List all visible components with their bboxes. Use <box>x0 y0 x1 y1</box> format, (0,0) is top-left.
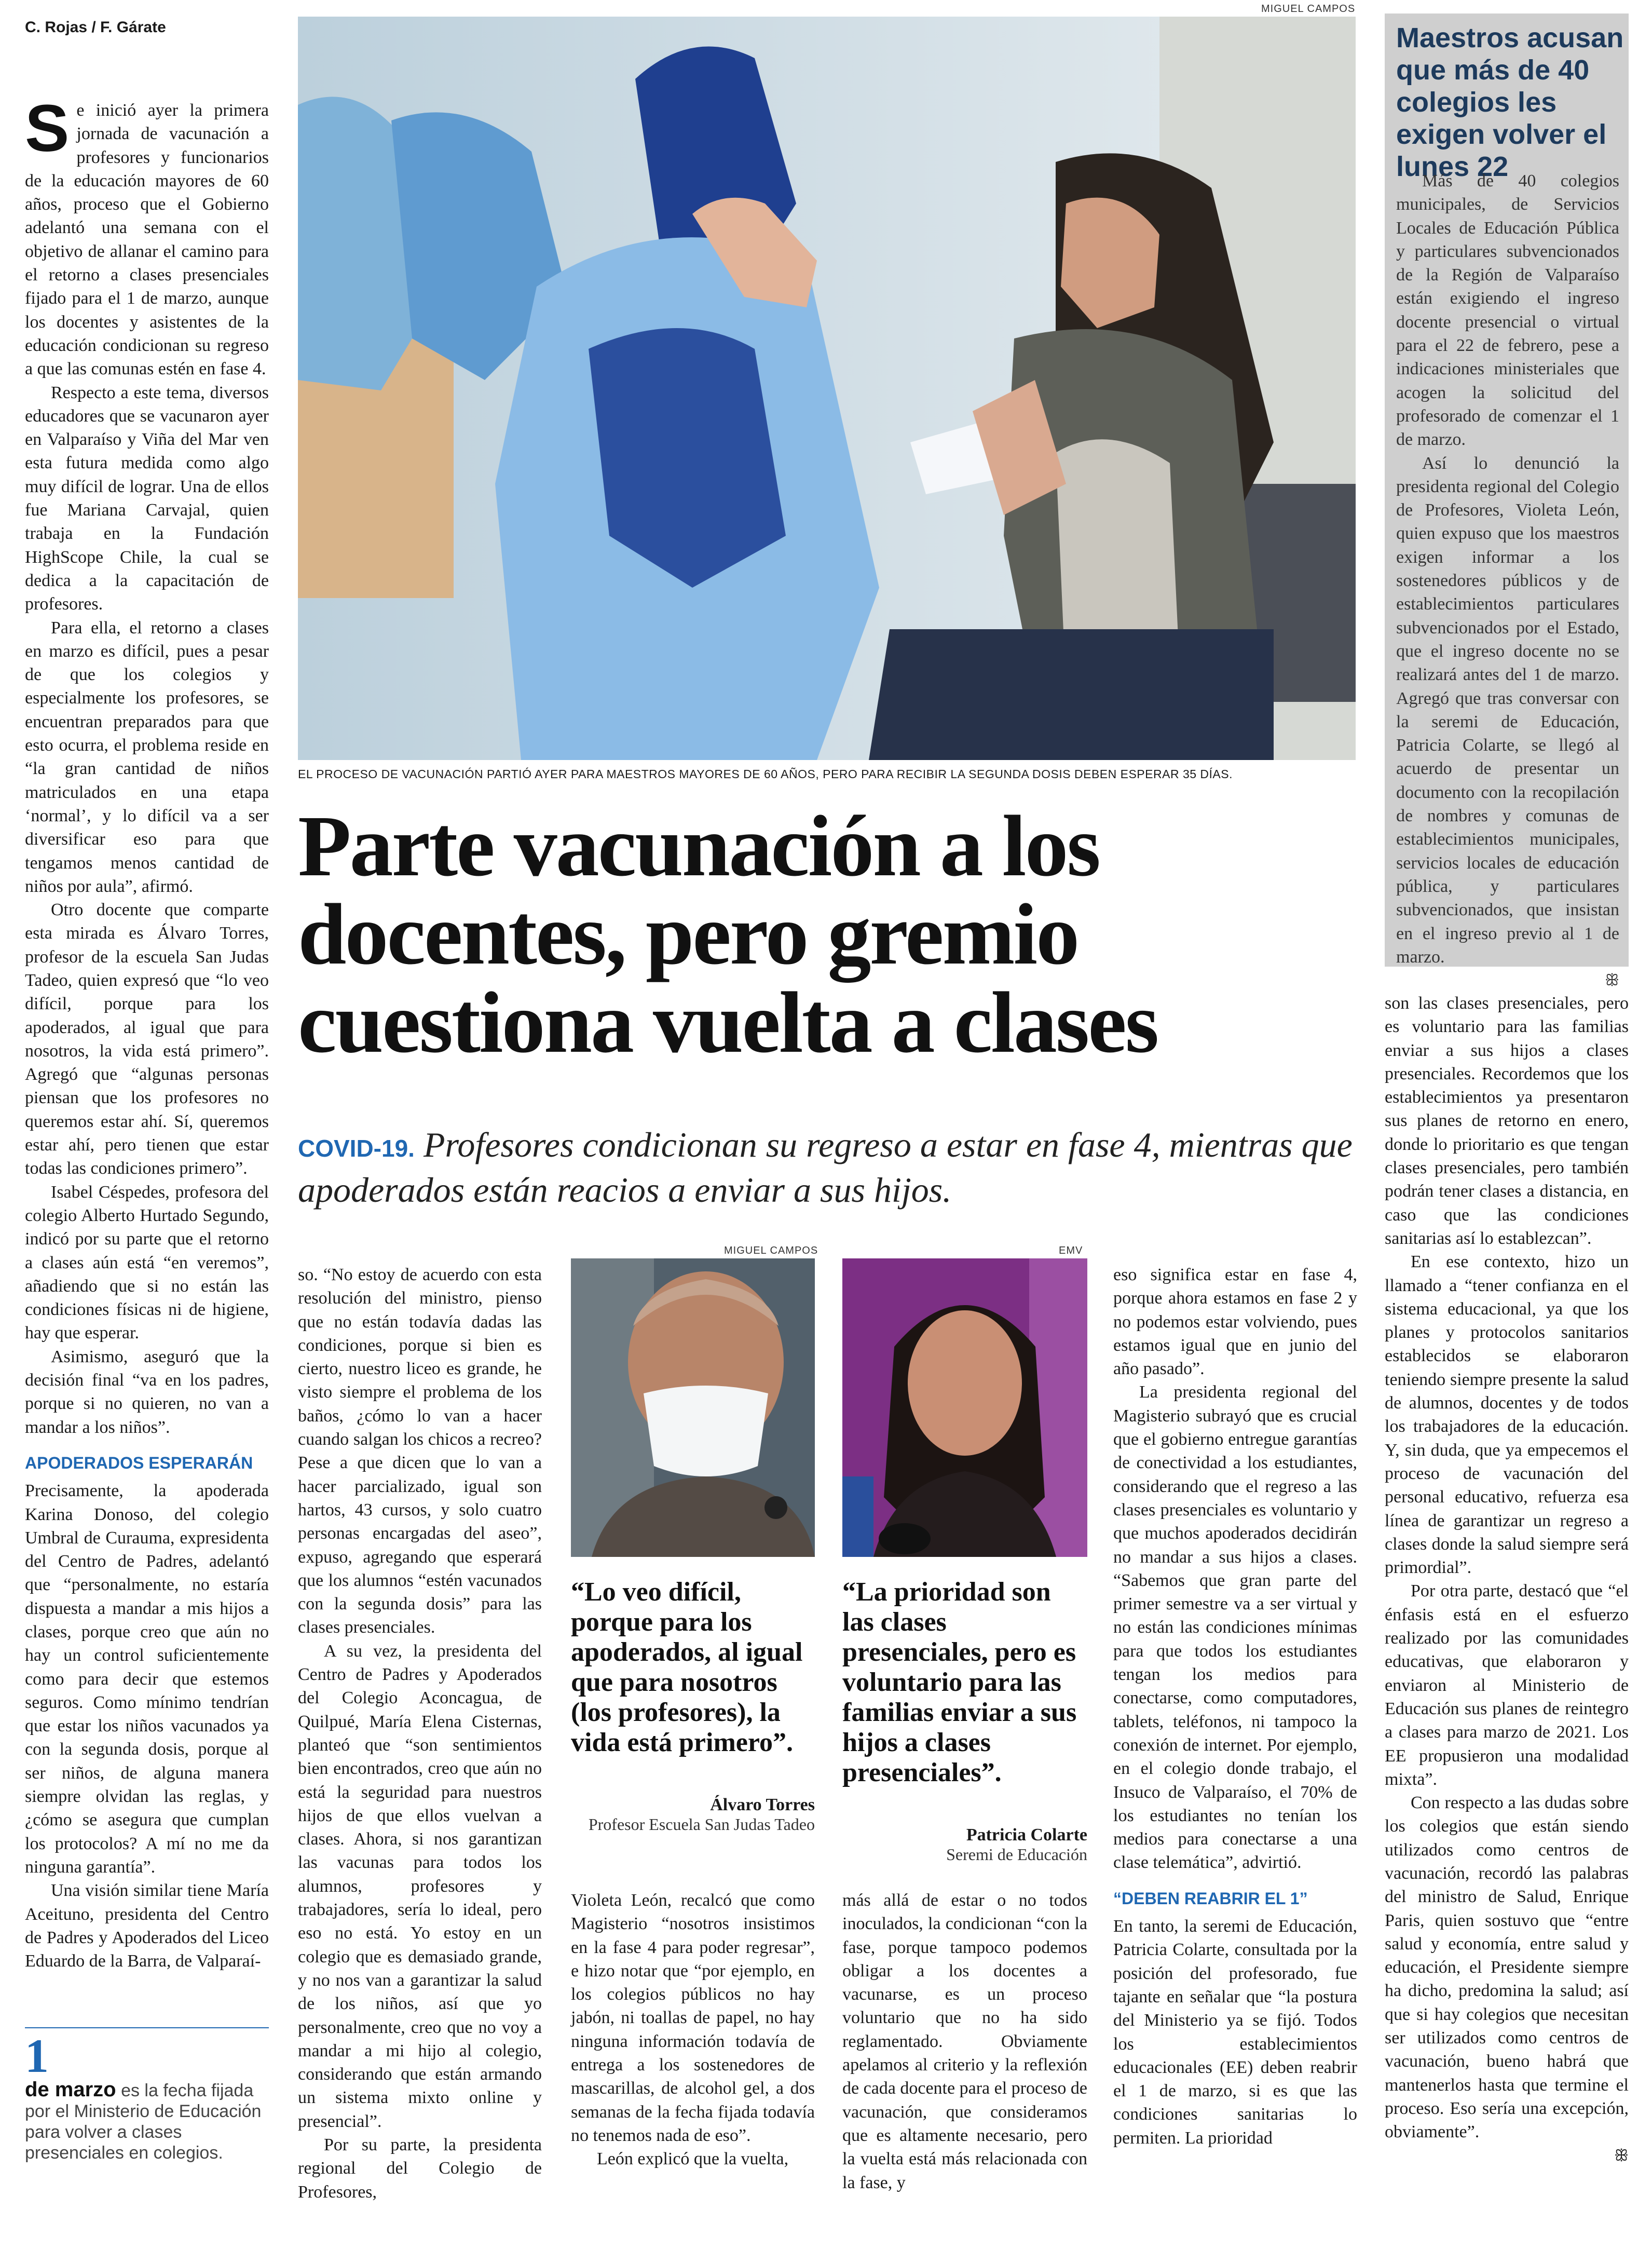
paragraph: Isabel Céspedes, profesora del colegio Alberto Hurtado Segundo, indicó por su parte que el retorno a clases aún está “en veremos”, añadiendo que si no están las condiciones físicas ni de higiene, hay que esperar. <box>25 1182 269 1343</box>
deck <box>298 1124 1367 1211</box>
paragraph: Una visión similar tiene María Aceituno, presidenta del Centro de Padres y Apoderados del Liceo Eduardo de la Barra, de Valparaí- <box>25 1881 269 1971</box>
sidebar-body <box>1396 169 1619 992</box>
quote-name: Patricia Colarte <box>966 1825 1087 1845</box>
quote-role: Seremi de Educación <box>946 1845 1087 1864</box>
paragraph: Precisamente, la apoderada Karina Donoso, del colegio Umbral de Curauma, expresidenta del Centro de Padres, adelantó que “personalmente, no estaría dispuesta a mandar a mis hijos a clases, porque creo que aún no hay un control suficientemente como para decir que estemos seguros. Como mínimo tendrían que estar los niños vacunados ya con la segunda dosis, porque al ser niños, de alguna manera siempre olvidan las reglas, y ¿cómo se asegura que cumplan los protocolos? A mí no me da ninguna garantía”. <box>25 1481 269 1877</box>
paragraph: León explicó que la vuelta, <box>597 2149 789 2169</box>
quote-text: “La prioridad son las clases presenciales, pero es voluntario para las familias enviar a sus hijos a clases presenciales”. <box>842 1577 1077 1787</box>
paragraph: En tanto, la seremi de Educación, Patricia Colarte, consultada por la posición del profesorado, fue tajante en señalar que “la postura del Ministerio ya se fijó. Todos los establecimientos educacionales (EE) deben reabrir el 1 de marzo, si es que las condiciones sanitarias lo permiten. La prioridad <box>1113 1917 1357 2148</box>
paragraph: Violeta León, recalcó que como Magisterio “nosotros insistimos en la fase 4 para poder regresar”, e hizo notar que “por ejemplo, en los colegios públicos no hay jabón, ni toallas de papel, no hay ninguna información todavía de entrega a los sostenedores de mascarillas, de alcohol gel, a dos semanas de la fecha fijada todavía no tenemos nada de eso”. <box>571 1891 815 2145</box>
subhead-reabrir: “DEBEN REABRIR EL 1” <box>1113 1889 1308 1908</box>
quote-block-1 <box>571 1577 815 1834</box>
paragraph: La presidenta regional del Magisterio subrayó que es crucial que el gobierno entregue garantías de conectividad a los estudiantes, considerando que el regreso a las clases presenciales es voluntario y que muchos apoderados decidirán no mandar a sus hijos a clases. “Sabemos que gran parte del primer semestre va a ser virtual y no están las condiciones mínimas para que todos los estudiantes tengan los medios para conectarse, como computadores, tablets, teléfonos, ni tampoco la conexión de internet. Por ejemplo, en el colegio donde trabajo, el Insuco de Valparaíso, el 70% de los estudiantes no tenían los medios para conectarse a una clase telemática”, advirtió. <box>1113 1382 1357 1873</box>
portrait-torres <box>571 1258 815 1557</box>
column-4 <box>842 1889 1087 2194</box>
portrait-colarte <box>842 1258 1087 1557</box>
photo-credit: MIGUEL CAMPOS <box>1261 3 1356 15</box>
paragraph: Más de 40 colegios municipales, de Servicios Locales de Educación Pública y particulares subvencionados de la Región de Valparaíso están exigiendo el ingreso docente presencial o virtual para el 22 de febrero, pese a indicaciones ministeriales que acogen la solicitud del profesorado de comenzar el 1 de marzo. <box>1396 171 1619 450</box>
paragraph: Por otra parte, destacó que “el énfasis está en el esfuerzo realizado por las comunidades educativas, que elaboraron y enviaron al Ministerio de Educación sus planes de reintegro a clases para marzo de 2021. Los EE propusieron una modalidad mixta”. <box>1385 1581 1629 1789</box>
column-5 <box>1113 1263 1357 2150</box>
paragraph: más allá de estar o no todos inoculados, la condicionan “con la fase, porque tampoco podemos obligar a los docentes a vacunarse, es un proceso voluntario que no ha sido reglamentado. Obviamente apelamos al criterio y la reflexión de cada docente para el proceso de vacunación, que consideramos que es altamente necesario, pero la vuelta está más relacionada con la fase, y <box>842 1891 1087 2192</box>
paragraph: eso significa estar en fase 4, porque ahora estamos en fase 2 y no podemos estar volviendo, pues estamos igual que en junio del año pasado”. <box>1113 1265 1357 1379</box>
vaccination-photo-illustration <box>298 17 1356 760</box>
paragraph: Así lo denunció la presidenta regional del Colegio de Profesores, Violeta León, quien expuso que los maestros exigen informar a los sostenedores públicos y de establecimientos particulares subvencionados por el Estado, que el ingreso docente no se realizará antes del 1 de marzo. Agregó que tras conversar con la seremi de Educación, Patricia Colarte, se llegó al acuerdo de presentar un documento con la recopilación de nombres y comunas de establecimientos municipales, servicios locales de educación pública, y particulares subvencionados, que insistan en el ingreso previo al 1 de marzo. <box>1396 453 1619 967</box>
fact-bold: de marzo <box>25 2078 116 2101</box>
paragraph: so. “No estoy de acuerdo con esta resolución del ministro, pienso que no están todavía dadas las condiciones, porque si bien es cierto, nuestro liceo es grande, he visto siempre el problema de los baños, ¿cómo lo van a hacer cuando salgan los chicos a recreo? Pese a que dicen que lo van a hacer parcializado, igual son hartos, 43 cursos, y solo cuatro personas encargadas del aseo”, expuso, agregando que esperará que los alumnos “estén vacunados con la segunda dosis” para las clases presenciales. <box>298 1265 542 1637</box>
main-photo <box>298 17 1356 760</box>
quote-name: Álvaro Torres <box>710 1795 815 1814</box>
column-1 <box>25 91 269 1973</box>
fact-desc: es la fecha fijada por el Ministerio de Educación para volver a clases presenciales en colegios. <box>25 2081 262 2163</box>
fact-number: 1 <box>25 2029 49 2082</box>
end-mark-icon: ꕥ <box>1614 2147 1629 2164</box>
paragraph: Asimismo, aseguró que la decisión final “va en los padres, porque si no quieren, no van a mandar a los niños”. <box>25 1347 269 1437</box>
paragraph: En ese contexto, hizo un llamado a “tener confianza en el sistema educacional, ya que los planes y protocolos sanitarios establecidos se elaboraron teniendo siempre presente la salud de alumnos, docentes y de todos los trabajadores de la educación. Y, sin duda, que ya empecemos el proceso de vacunación del personal educativo, refuerza esa línea de garantizar un regreso a clases donde la salud siempre será primordial”. <box>1385 1252 1629 1578</box>
quote-text: “Lo veo difícil, porque para los apoderados, al igual que para nosotros (los profesores), la vida está primero”. <box>571 1577 803 1757</box>
paragraph: son las clases presenciales, pero es voluntario para las familias enviar a sus hijos a clases presenciales. Recordemos que los establecimientos ya presentaron sus planes de retorno en enero, donde lo prioritario es que tengan clases presenciales, pero también podrán tener clases a distancia, en caso que las condiciones sanitarias así lo establezcan”. <box>1385 994 1629 1248</box>
fact-rule <box>25 2027 269 2029</box>
byline: C. Rojas / F. Gárate <box>25 19 166 36</box>
quote-block-2 <box>842 1577 1087 1864</box>
column-3 <box>571 1889 815 2171</box>
paragraph: Otro docente que comparte esta mirada es Álvaro Torres, profesor de la escuela San Judas Tadeo, quien expresó que “lo veo difícil, porque para los apoderados, al igual que para nosotros, la vida está primero”. Agregó que “algunas personas piensan que los profesores no queremos estar ahí. Sí, queremos estar ahí, pero tienen que estar todas las condiciones primero”. <box>25 900 269 1178</box>
dropcap: S <box>25 91 70 166</box>
photo-caption: EL PROCESO DE VACUNACIÓN PARTIÓ AYER PARA MAESTROS MAYORES DE 60 AÑOS, PERO PARA RECIBIR LA SEGUNDA DOSIS DEBEN ESPERAR 35 DÍAS. <box>298 767 1233 781</box>
fact-text <box>25 2079 269 2163</box>
subhead-apoderados: APODERADOS ESPERARÁN <box>25 1453 253 1472</box>
photo-credit: EMV <box>1059 1245 1083 1256</box>
quote-role: Profesor Escuela San Judas Tadeo <box>588 1815 815 1834</box>
portrait-colarte-illustration <box>842 1258 1087 1557</box>
sidebar-box <box>1385 13 1629 989</box>
paragraph: Con respecto a las dudas sobre los colegios que están siendo utilizados como centros de vacunación, recordó las palabras del ministro de Salud, Enrique Paris, quien sostuvo que “entre salud y economía, entre salud y educación, el Presidente siempre ha dicho, predomina la salud; así que si hay colegios que necesitan ser utilizados como centros de vacunación, bueno habrá que mantenerlos hasta que termine el proceso. Eso sería una excepción, obviamente”. <box>1385 1793 1629 2142</box>
sidebar-title: Maestros acusan que más de 40 colegios les exigen volver el lunes 22 <box>1396 22 1624 182</box>
paragraph: Por su parte, la presidenta regional del Colegio de Profesores, <box>298 2135 542 2202</box>
fact-box <box>25 2029 269 2163</box>
deck-tag: COVID-19. <box>298 1135 415 1162</box>
portrait-torres-illustration <box>571 1258 815 1557</box>
photo-credit: MIGUEL CAMPOS <box>724 1245 818 1256</box>
end-mark-icon: ꕥ <box>1605 972 1619 989</box>
paragraph: Para ella, el retorno a clases en marzo es difícil, pues a pesar de que los colegios y especialmente los profesores, se encuentran preparados para que esto ocurra, el problema reside en “la gran cantidad de niños matriculados en una etapa ‘normal’, y lo difícil va a ser diversificar eso para que tengamos menos cantidad de niños por aula”, afirmó. <box>25 618 269 896</box>
paragraph: e inició ayer la primera jornada de vacunación a profesores y funcionarios de la educación mayores de 60 años, proceso que el Gobierno adelantó una semana con el objetivo de allanar el camino para el retorno a clases presenciales fijado para el 1 de marzo, aunque los docentes y asistentes de la educación condicionan su regreso a que las comunas estén en fase 4. <box>25 101 269 379</box>
paragraph: Respecto a este tema, diversos educadores que se vacunaron ayer en Valparaíso y Viña del Mar ven esta futura medida como algo muy difícil de lograr. Una de ellos fue Mariana Carvajal, quien trabaja en la Fundación HighScope Chile, la cual se dedica a la capacitación de profesores. <box>25 383 269 614</box>
headline: Parte vacunación a los docentes, pero gremio cuestiona vuelta a clases <box>298 798 1158 1071</box>
deck-text: Profesores condicionan su regreso a estar en fase 4, mientras que apoderados están reacios a enviar a sus hijos. <box>298 1125 1353 1210</box>
paragraph: A su vez, la presidenta del Centro de Padres y Apoderados del Colegio Aconcagua, de Quilpué, María Elena Cisternas, planteó que “son sentimientos bien encontrados, creo que aún no está la seguridad para nuestros hijos de que ellos vuelvan a clases. Ahora, si nos garantizan las vacunas para todos los alumnos, profesores y trabajadores, sería lo ideal, pero eso no está. Yo estoy en un colegio que es demasiado grande, y no nos van a garantizar la salud de los niños, así que yo personalmente, creo que no voy a mandar a mi hijo al colegio, considerando que están armando un sistema mixto online y presencial”. <box>298 1641 542 2131</box>
column-2 <box>298 1263 542 2204</box>
column-6 <box>1385 992 1629 2167</box>
